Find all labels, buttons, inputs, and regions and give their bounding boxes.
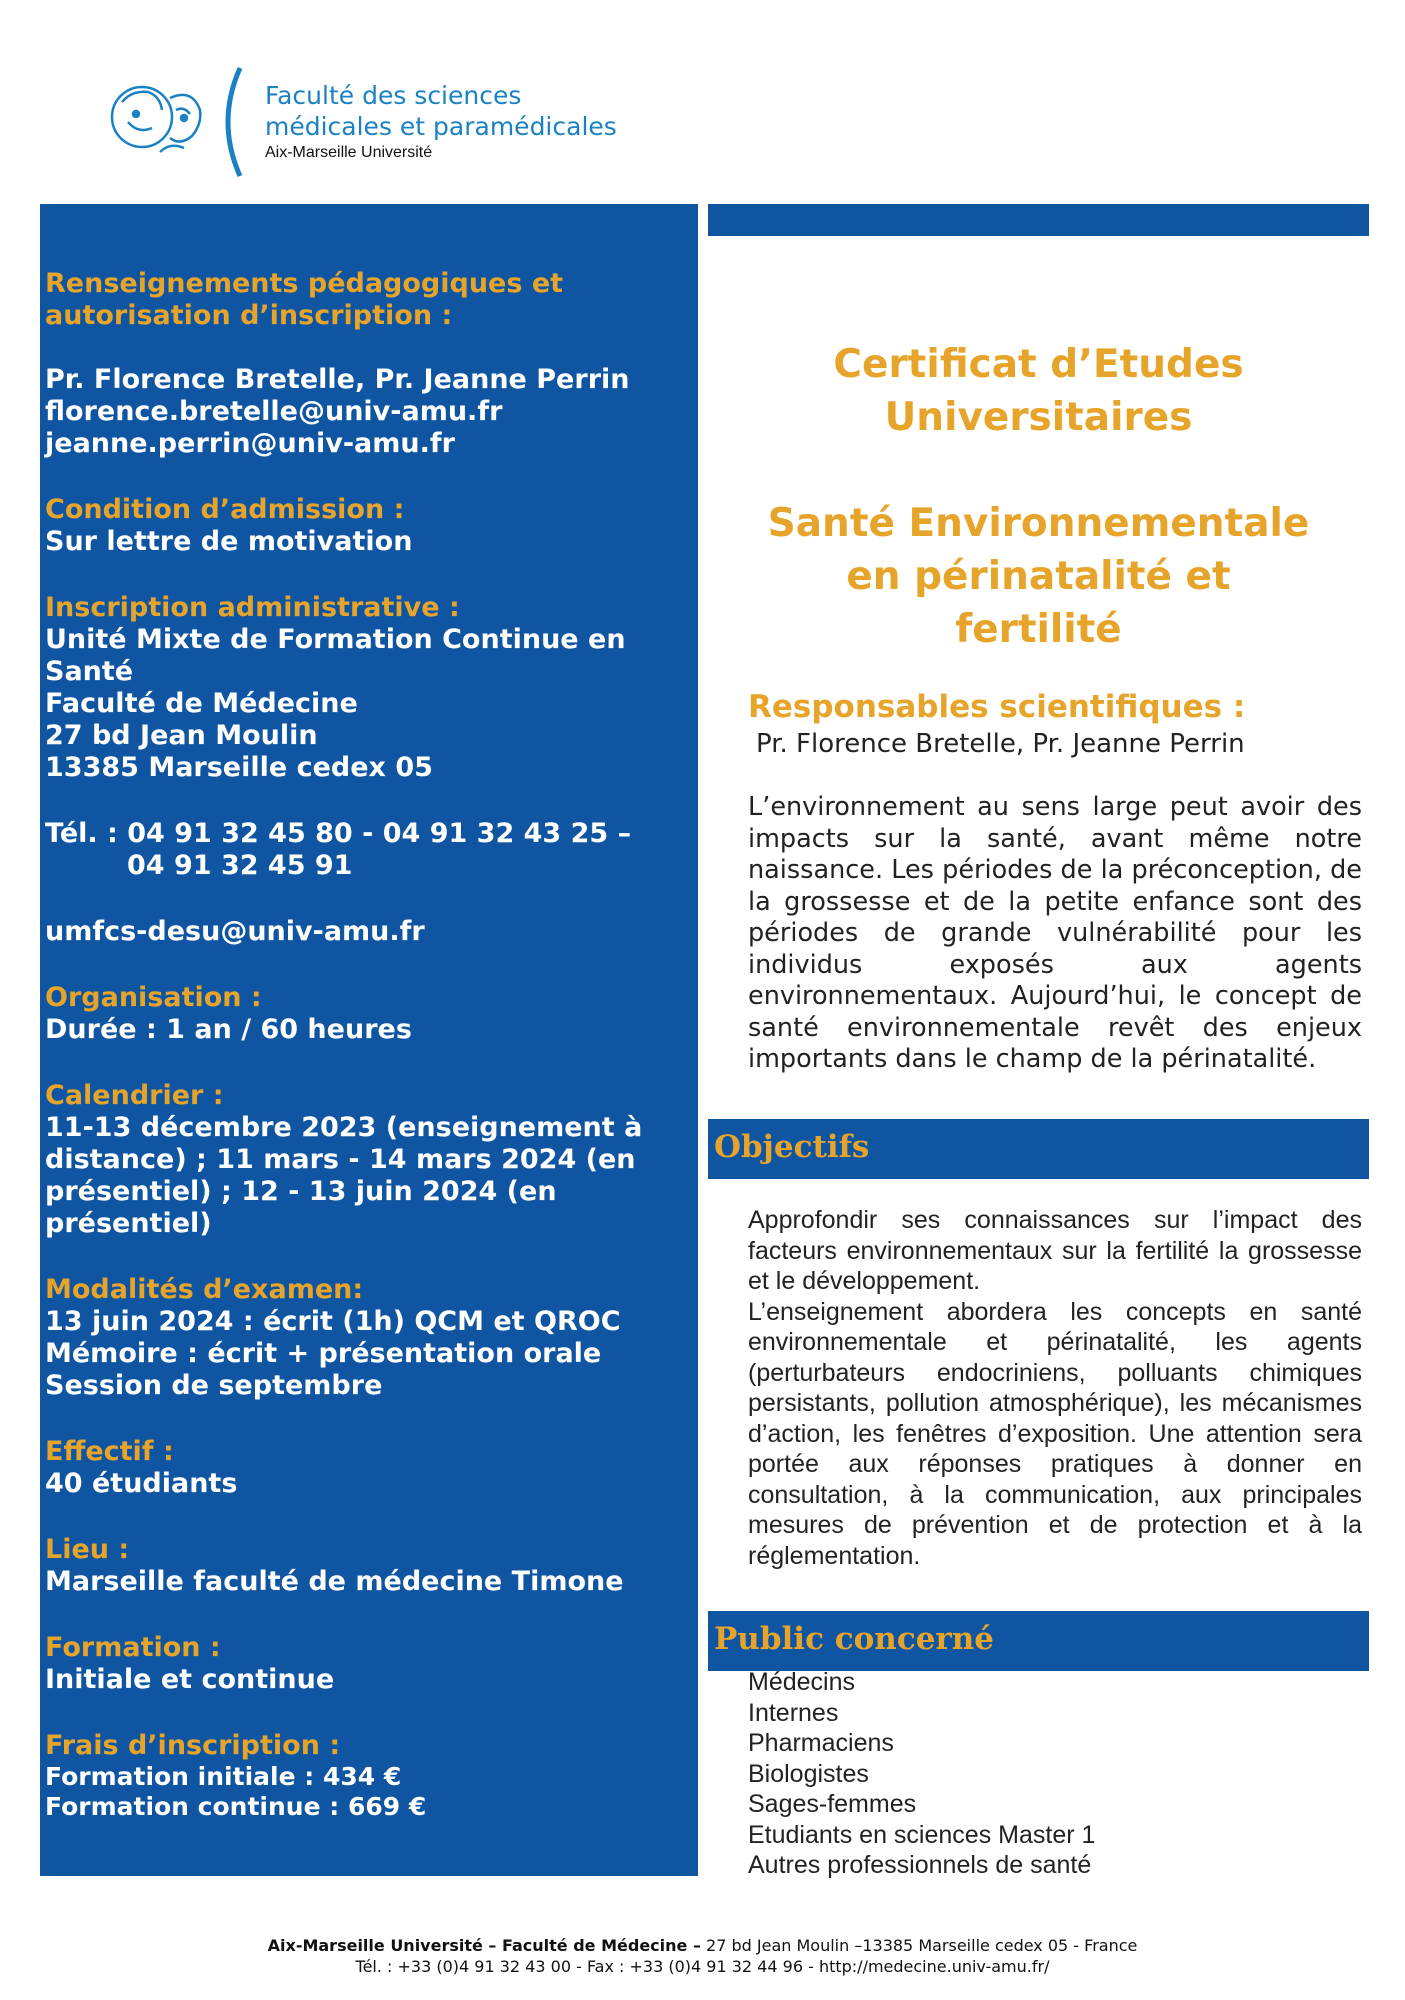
responsables-names: Pr. Florence Bretelle, Pr. Jeanne Perrin bbox=[756, 729, 1245, 759]
footer-line-1 bbox=[0, 1935, 1405, 1956]
objectifs-heading: Objectifs bbox=[714, 1129, 870, 1165]
admission-value: Sur lettre de motivation bbox=[45, 526, 413, 557]
list-item: Etudiants en sciences Master 1 bbox=[748, 1820, 1096, 1849]
inscription-line-1: Unité Mixte de Formation Continue en Santé bbox=[45, 624, 626, 687]
public-list bbox=[748, 1667, 1095, 1881]
contact-email-2[interactable]: jeanne.perrin@univ-amu.fr bbox=[45, 428, 455, 459]
info-sidebar bbox=[40, 204, 698, 1876]
admission-heading: Condition d’admission : bbox=[45, 494, 405, 525]
logo-university: Aix-Marseille Université bbox=[265, 144, 433, 161]
examen-line-3: Session de septembre bbox=[45, 1370, 383, 1401]
footer-line-1-rest: 27 bd Jean Moulin –13385 Marseille cedex 05 - France bbox=[700, 1936, 1138, 1955]
objectifs-band bbox=[708, 1119, 1369, 1179]
effectif-heading: Effectif : bbox=[45, 1436, 174, 1467]
objectifs-paragraph-1: Approfondir ses connaissances sur l’impact des facteurs environnementaux sur la fertilité la grossesse et le développement. bbox=[748, 1206, 1362, 1295]
tel-line-1: Tél. : 04 91 32 45 80 - 04 91 32 43 25 – bbox=[45, 818, 632, 849]
contact-email-1[interactable]: florence.bretelle@univ-amu.fr bbox=[45, 396, 503, 427]
examen-heading: Modalités d’examen: bbox=[45, 1274, 364, 1305]
public-heading: Public concerné bbox=[714, 1621, 995, 1657]
calendrier-heading: Calendrier : bbox=[45, 1080, 224, 1111]
faculty-logo bbox=[100, 62, 660, 182]
responsables-section bbox=[748, 688, 1368, 760]
formation-heading: Formation : bbox=[45, 1632, 221, 1663]
footer-line-2: Tél. : +33 (0)4 91 32 43 00 - Fax : +33 (0)4 91 32 44 96 - http://medecine.univ-amu.fr/ bbox=[355, 1957, 1050, 1976]
certificate-title bbox=[708, 338, 1369, 656]
title-line-1: Certificat d’Etudes bbox=[833, 342, 1244, 387]
page-footer bbox=[0, 1935, 1405, 1977]
subtitle-line-1: Santé Environnementale bbox=[767, 501, 1310, 546]
intro-paragraph: L’environnement au sens large peut avoir des impacts sur la santé, avant même notre naissance. Les périodes de la préconception, de la grossesse et de la petite enfance sont des périodes de grande vulnérabilité pour les individus exposés aux agents environnementaux. Aujourd’hui, le concept de santé environnementale revêt des enjeux importants dans le champ de la périnatalité. bbox=[748, 792, 1362, 1074]
inscription-line-3: 27 bd Jean Moulin bbox=[45, 720, 318, 751]
objectifs-text bbox=[748, 1205, 1362, 1571]
objectifs-paragraph-2: L’enseignement abordera les concepts en santé environnementale et périnatalité, les agents (perturbateurs endocriniens, polluants chimiques persistants, pollution atmosphérique), les mécanismes d’action, les fenêtres d’exposition. Une attention sera portée aux réponses pratiques à donner en consultation, à la communication, aux principales mesures de prévention et de protection et à la réglementation. bbox=[748, 1297, 1362, 1570]
footer-line-1-bold: Aix-Marseille Université – Faculté de Médecine – bbox=[267, 1936, 701, 1955]
renseignements-heading: Renseignements pédagogiques et autorisation d’inscription : bbox=[45, 268, 564, 331]
lieu-value: Marseille faculté de médecine Timone bbox=[45, 1566, 624, 1597]
title-line-2: Universitaires bbox=[884, 395, 1193, 440]
organisation-heading: Organisation : bbox=[45, 982, 262, 1013]
top-blue-bar bbox=[708, 204, 1369, 236]
contact-email[interactable]: umfcs-desu@univ-amu.fr bbox=[45, 916, 425, 947]
logo-line-1: Faculté des sciences bbox=[265, 81, 522, 110]
list-item: Sages-femmes bbox=[748, 1790, 917, 1818]
lieu-heading: Lieu : bbox=[45, 1534, 130, 1565]
inscription-line-2: Faculté de Médecine bbox=[45, 688, 358, 719]
formation-value: Initiale et continue bbox=[45, 1664, 335, 1695]
responsables-heading: Responsables scientifiques : bbox=[748, 689, 1246, 725]
organisation-value: Durée : 1 an / 60 heures bbox=[45, 1014, 412, 1045]
list-item: Internes bbox=[748, 1698, 839, 1727]
list-item: Biologistes bbox=[748, 1759, 869, 1788]
public-band bbox=[708, 1611, 1369, 1671]
examen-line-2: Mémoire : écrit + présentation orale bbox=[45, 1338, 602, 1369]
inscription-heading: Inscription administrative : bbox=[45, 592, 460, 623]
list-item: Pharmaciens bbox=[748, 1729, 894, 1757]
inscription-line-4: 13385 Marseille cedex 05 bbox=[45, 752, 433, 783]
tel-line-2: 04 91 32 45 91 bbox=[127, 850, 353, 881]
contacts-names: Pr. Florence Bretelle, Pr. Jeanne Perrin bbox=[45, 364, 630, 395]
frais-heading: Frais d’inscription : bbox=[45, 1730, 341, 1761]
list-item: Autres professionnels de santé bbox=[748, 1851, 1092, 1879]
frais-continue: Formation continue : 669 € bbox=[45, 1792, 427, 1821]
subtitle-line-3: fertilité bbox=[955, 607, 1122, 652]
examen-line-1: 13 juin 2024 : écrit (1h) QCM et QROC bbox=[45, 1306, 621, 1337]
frais-initiale: Formation initiale : 434 € bbox=[45, 1762, 402, 1791]
subtitle-line-2: en périnatalité et bbox=[846, 554, 1231, 599]
logo-line-2: médicales et paramédicales bbox=[265, 112, 617, 141]
effectif-value: 40 étudiants bbox=[45, 1468, 238, 1499]
list-item: Médecins bbox=[748, 1668, 855, 1696]
logo-emblem-icon bbox=[100, 62, 260, 182]
calendrier-value: 11-13 décembre 2023 (enseignement à distance) ; 11 mars - 14 mars 2024 (en présentiel) ; 12 - 13 juin 2024 (en présentiel) bbox=[45, 1112, 643, 1239]
